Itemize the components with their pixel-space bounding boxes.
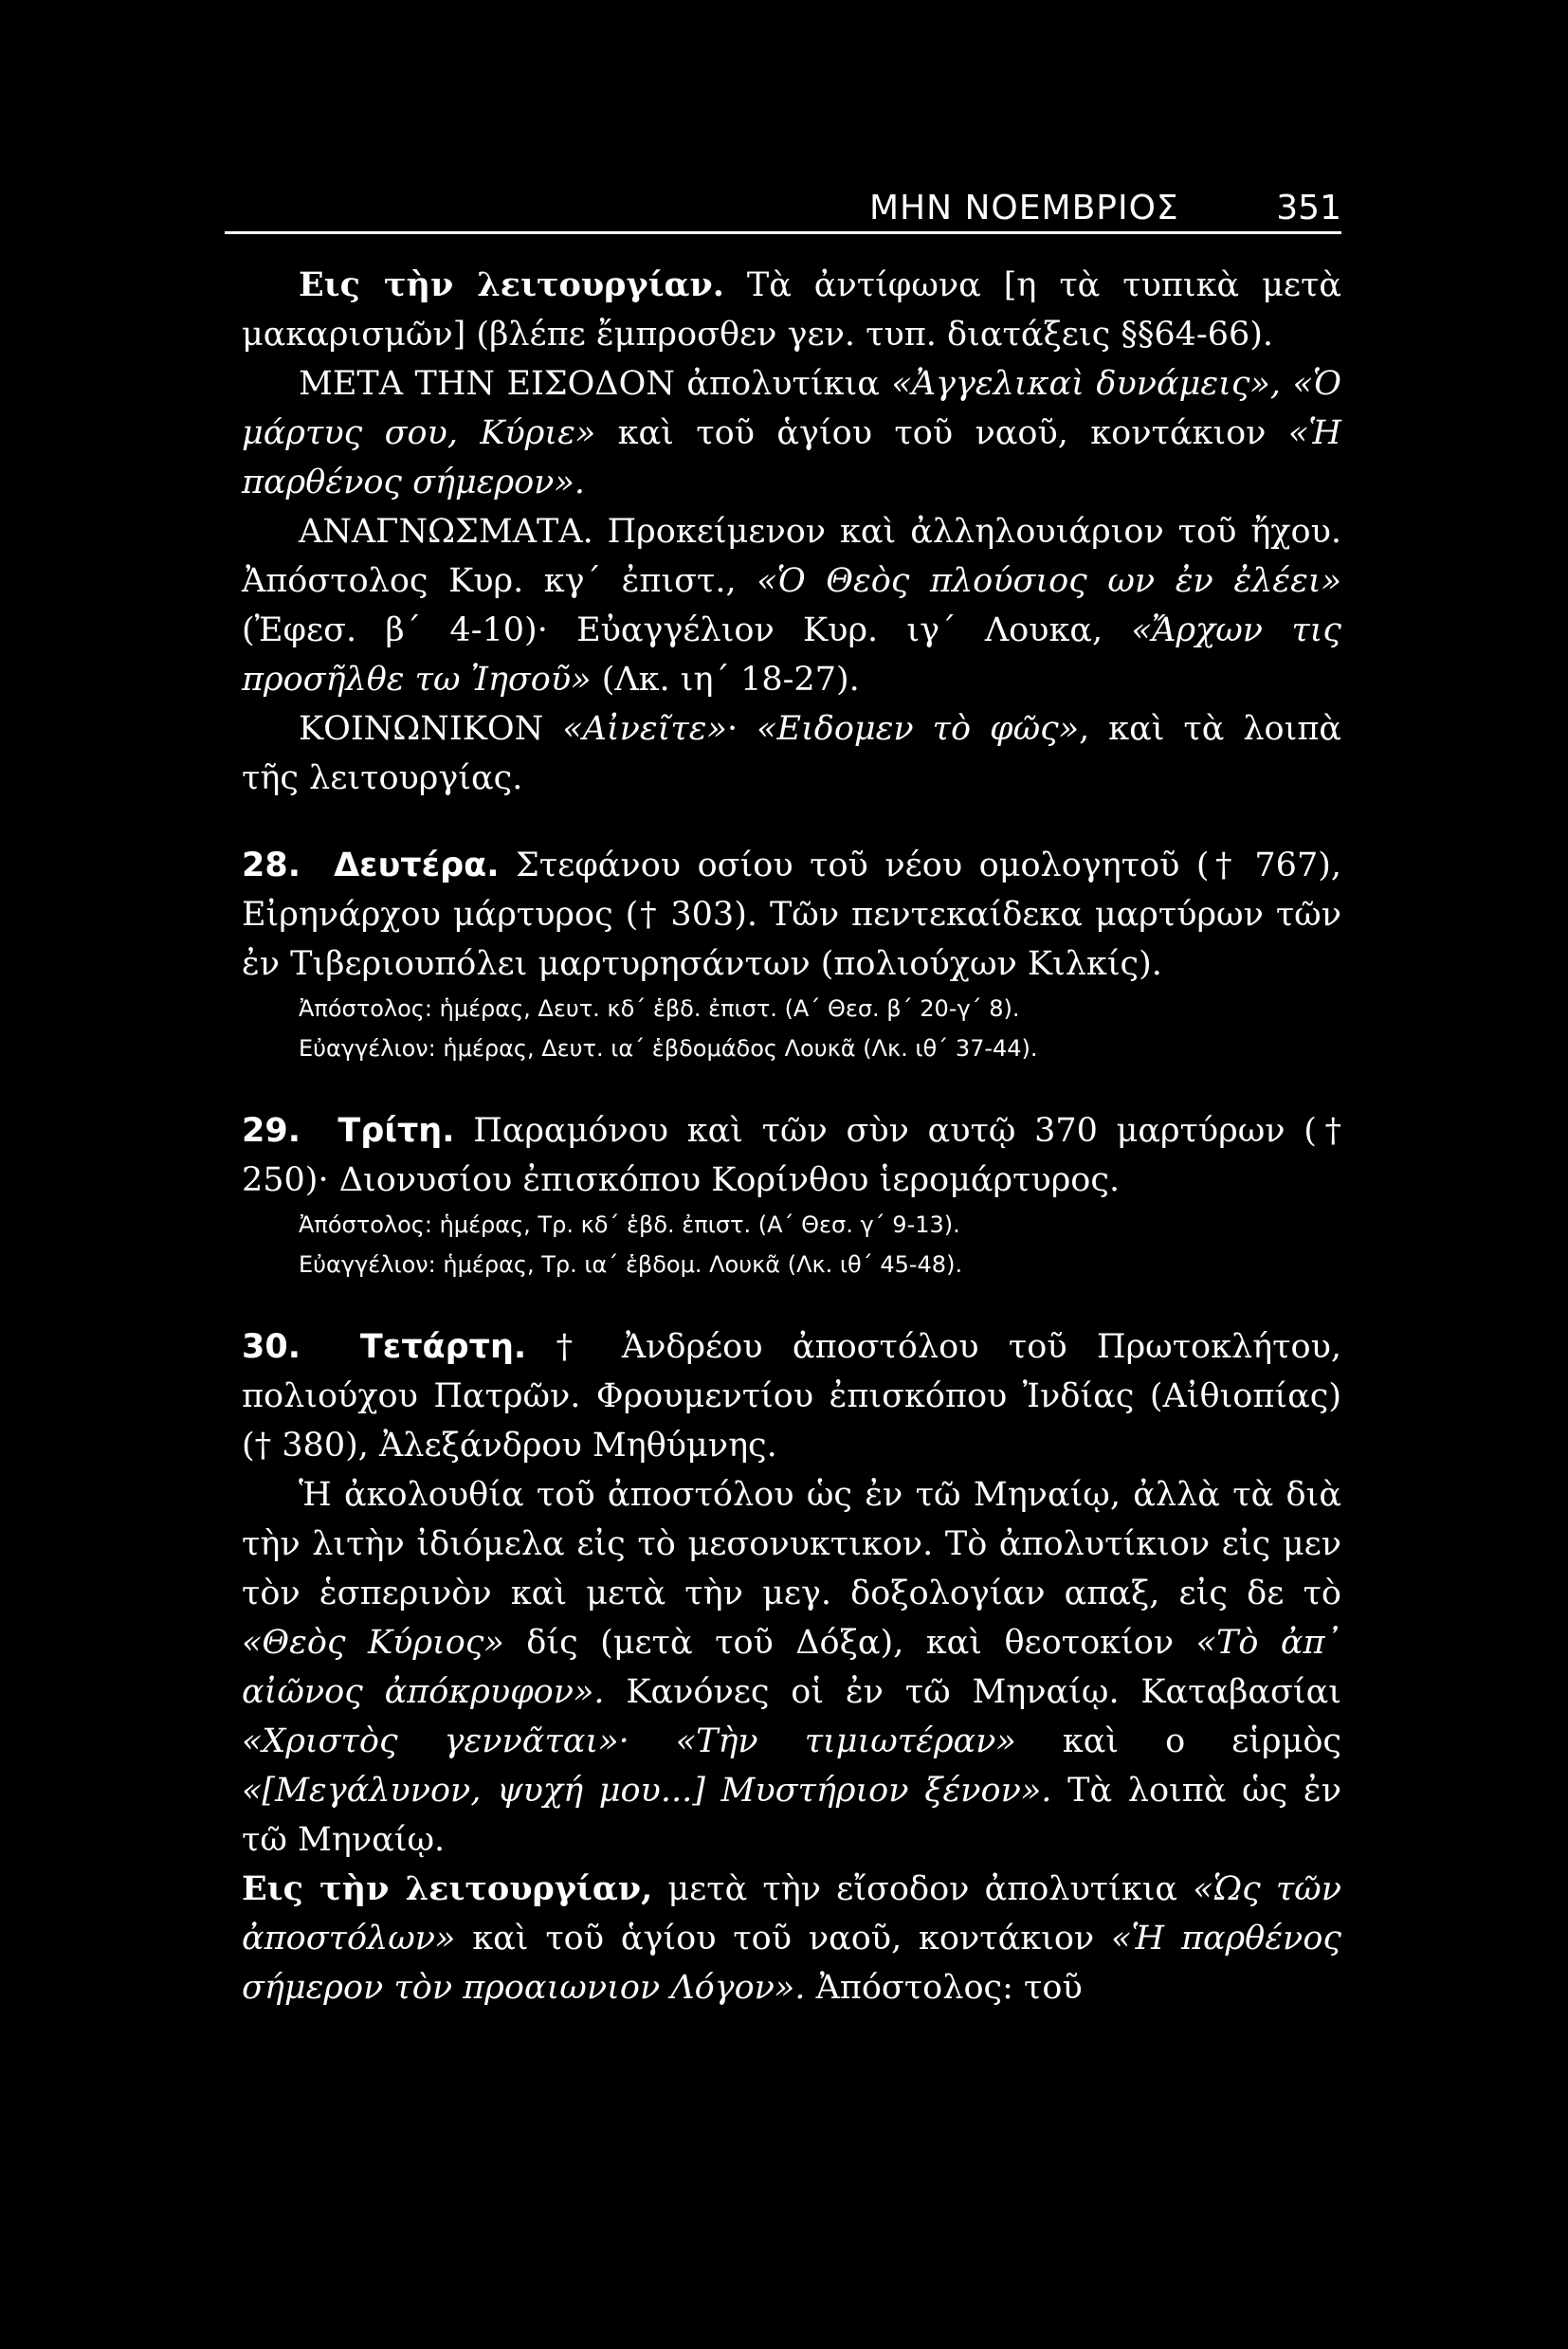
day-29-apostle: Ἀπόστολος: ἡμέρας, Τρ. κδ΄ ἑβδ. ἐπιστ. (Α΄ Θεσ. γ΄ 9-13).: [299, 1211, 960, 1238]
liturgy-label: Εις τὴν λειτουργίαν.: [299, 265, 724, 304]
day-30-service-paragraph: [242, 1470, 1341, 1865]
running-title: ΜΗΝ ΝΟΕΜΒΡΙΟΣ: [869, 189, 1179, 228]
page-number: 351: [1276, 189, 1341, 228]
day-30-liturgy-label: Εις τὴν λειτουργίαν,: [242, 1869, 653, 1908]
readings-gospel-incipit: «Ἄρχων τις προσῆλθε τω Ἰησοῦ»: [242, 611, 1342, 699]
day-30-theotokion: «Τὸ ἀπ᾽ αἰῶνος ἀπόκρυφον».: [242, 1624, 1341, 1711]
day-29-number: 29.: [242, 1112, 301, 1150]
page: [242, 161, 1341, 2012]
liturgy-text: Τὰ ἀντίφωνα [η τὰ τυπικὰ μετὰ μακαρισμῶν] (βλέπε ἔμπροσθεν γεν. τυπ. διατάξεις §§64-66).: [242, 266, 1341, 354]
day-30-service-b: δίς (μετὰ τοῦ Δόξα), καὶ θεοτοκίον: [503, 1624, 1196, 1662]
communion-hymn-1: «Αἰνεῖτε»: [562, 710, 727, 748]
readings-text-c: (Λκ. ιη΄ 18-27).: [591, 661, 860, 699]
day-30-name: Τετάρτη.: [359, 1328, 527, 1366]
day-30-apolytikion: «Ὡς τῶν ἀποστόλων»: [242, 1870, 1341, 1958]
day-29-saints: Παραμόνου καὶ τῶν σὺν αυτῷ 370 μαρτύρων († 250)· Διονυσίου ἐπισκόπου Κορίνθου ἱερομάρτυρος.: [242, 1112, 1341, 1199]
entrance-hymns: «Ἀγγελικαὶ δυνάμεις», «Ὁ μάρτυς σου, Κύριε»: [242, 365, 1342, 452]
day-29-name: Τρίτη.: [337, 1112, 455, 1150]
day-30-saints: † Ἀνδρέου ἀποστόλου τοῦ Πρωτοκλήτου, πολιούχου Πατρῶν. Φρουμεντίου ἐπισκόπου Ἰνδίας (Αἰθιοπίας) († 380), Ἀλεξάνδρου Μηθύμνης.: [242, 1328, 1341, 1465]
entrance-paragraph: [242, 359, 1341, 507]
liturgy-paragraph: [242, 261, 1341, 359]
day-30-number: 30.: [242, 1328, 301, 1366]
day-30-service-e: Τὰ λοιπὰ ὡς ἐν τῶ Μηναίῳ.: [242, 1772, 1341, 1859]
day-28-apostle: Ἀπόστολος: ἡμέρας, Δευτ. κδ΄ ἑβδ. ἐπιστ. (Α΄ Θεσ. β΄ 20-γ΄ 8).: [299, 995, 1020, 1022]
day-30-heirmos: «[Μεγάλυνον, ψυχή μου...] Μυστήριον ξένον».: [242, 1772, 1052, 1810]
day-30-liturgy-paragraph: [242, 1865, 1341, 2012]
communion-text-b: ·: [726, 710, 757, 748]
day-28-name: Δευτέρα.: [334, 847, 500, 884]
day-30-theos-kyrios: «Θεὸς Κύριος»: [242, 1624, 504, 1662]
entrance-text-b: καὶ τοῦ ἁγίου τοῦ ναοῦ, κοντάκιον: [595, 414, 1288, 452]
communion-hymn-2: «Ειδομεν τὸ φῶς»: [757, 710, 1080, 748]
day-30-liturgy-b: καὶ τοῦ ἁγίου τοῦ ναοῦ, κοντάκιον: [455, 1920, 1112, 1958]
day-30-service-c: Κανόνες οἱ ἐν τῶ Μηναίῳ. Καταβασίαι: [604, 1673, 1341, 1711]
entrance-kontakion: «Ἡ παρθένος σήμερον».: [242, 414, 1341, 501]
readings-epistle-incipit: «Ὁ Θεὸς πλούσιος ων ἐν ἐλέει»: [757, 562, 1341, 600]
day-30-katavasiai: «Χριστὸς γεννᾶται»· «Τὴν τιμιωτέραν»: [242, 1722, 1016, 1760]
day-29-entry: [242, 1106, 1341, 1205]
day-30-service-a: Ἡ ἀκολουθία τοῦ ἀποστόλου ὡς ἐν τῶ Μηναίῳ, ἀλλὰ τὰ διὰ τὴν λιτὴν ἰδιόμελα εἰς τὸ μεσονυκτικον. Τὸ ἀπολυτίκιον εἰς μεν τὸν ἑσπερινὸν καὶ μετὰ τὴν μεγ. δοξολογίαν απαξ, εἰς δε τὸ: [242, 1476, 1341, 1612]
readings-text-a: ΑΝΑΓΝΩΣΜΑΤΑ. Προκείμενον καὶ ἀλληλουιάριον τοῦ ἤχου. Ἀπόστολος Κυρ. κγ΄ ἐπιστ.,: [242, 513, 1341, 600]
day-28-number: 28.: [242, 847, 301, 884]
entrance-text-a: ΜΕΤΑ ΤΗΝ ΕΙΣΟΔΟΝ ἀπολυτίκια: [299, 365, 892, 403]
day-30-service-d: καὶ ο εἱρμὸς: [1015, 1722, 1341, 1760]
day-30-kontakion: «Ἡ παρθένος σήμερον τὸν προαιωνιον Λόγον».: [242, 1920, 1341, 2007]
running-head: [225, 161, 1341, 234]
day-30-liturgy-c: Ἀπόστολος: τοῦ: [805, 1969, 1083, 2007]
communion-text-c: , καὶ τὰ λοιπὰ τῆς λειτουργίας.: [242, 710, 1341, 797]
communion-paragraph: [242, 704, 1341, 803]
communion-text-a: ΚΟΙΝΩΝΙΚΟΝ: [299, 710, 563, 748]
readings-text-b: (Ἐφεσ. β΄ 4-10)· Εὐαγγέλιον Κυρ. ιγ΄ Λουκα,: [242, 611, 1132, 649]
day-29-gospel: Εὐαγγέλιον: ἡμέρας, Τρ. ια΄ ἑβδομ. Λουκᾶ (Λκ. ιθ΄ 45-48).: [299, 1251, 963, 1278]
day-30-entry: [242, 1322, 1341, 1470]
day-30-liturgy-a: μετὰ τὴν εἴσοδον ἀπολυτίκια: [652, 1870, 1194, 1908]
readings-paragraph: [242, 507, 1341, 704]
page-body: [242, 261, 1341, 2012]
day-28-entry: [242, 841, 1341, 989]
day-28-saints: Στεφάνου οσίου τοῦ νέου ομολογητοῦ († 767), Εἰρηνάρχου μάρτυρος († 303). Τῶν πεντεκαίδεκα μαρτύρων τῶν ἐν Τιβεριουπόλει μαρτυρησάντων (πολιούχων Κιλκίς).: [242, 847, 1341, 983]
day-28-gospel: Εὐαγγέλιον: ἡμέρας, Δευτ. ια΄ ἑβδομάδος Λουκᾶ (Λκ. ιθ΄ 37-44).: [299, 1035, 1038, 1062]
